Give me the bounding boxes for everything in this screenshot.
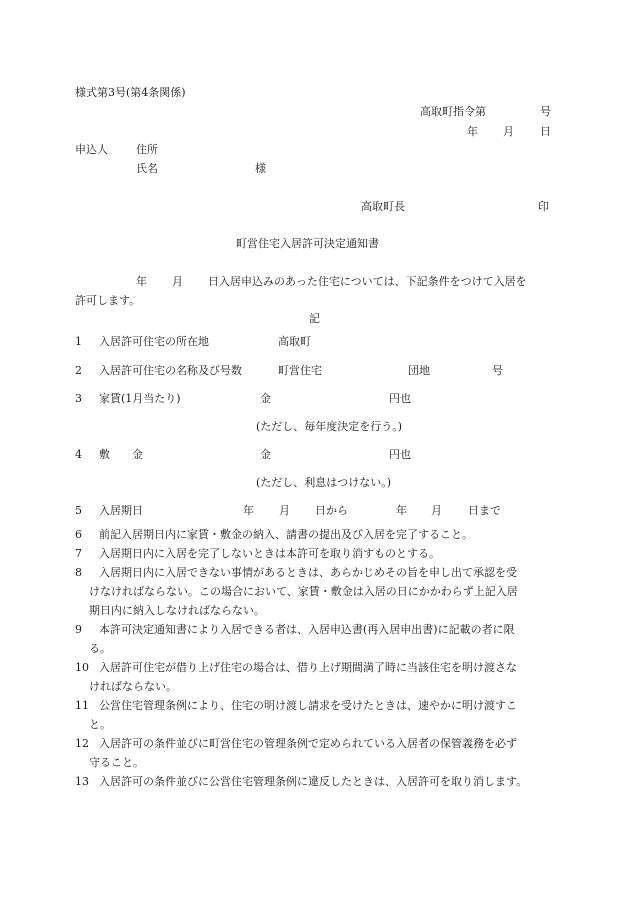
item-3-number: 3 — [75, 392, 82, 405]
name-label: 氏名 — [136, 162, 158, 175]
item-4-kin: 金 — [260, 448, 271, 461]
item-1-value: 高取町 — [278, 335, 311, 348]
address-label: 住所 — [136, 143, 158, 156]
honorific: 様 — [255, 162, 266, 175]
item-5-month-from: 月 — [279, 504, 290, 517]
condition-10-line1: 入居許可住宅が借り上げ住宅の場合は、借り上げ期間満了時に当該住宅を明け渡さな — [99, 661, 517, 674]
item-4-number: 4 — [75, 448, 82, 461]
item-5-month-until: 月 — [431, 504, 442, 517]
condition-9-line1: 本許可決定通知書により入居できる者は、入居申込書(再入居申出書)に記載の者に限 — [99, 623, 515, 636]
date-day: 日 — [540, 125, 551, 138]
intro-month: 月 — [172, 275, 183, 288]
condition-11-line2: と。 — [89, 718, 111, 731]
condition-10-line2: ければならない。 — [89, 680, 177, 693]
condition-13-text: 入居許可の条件並びに公営住宅管理条例に違反したときは、入居許可を取り消します。 — [99, 775, 528, 788]
ki-marker: 記 — [309, 312, 320, 325]
condition-11-line1: 公営住宅管理条例により、住宅の明け渡し請求を受けたときは、速やかに明け渡すこ — [99, 699, 517, 712]
condition-13-number: 13 — [75, 775, 89, 788]
item-5-until: 日まで — [468, 504, 501, 517]
item-4-label: 敷 金 — [99, 448, 143, 461]
item-5-number: 5 — [75, 504, 82, 517]
item-4-note: (ただし、利息はつけない。) — [256, 476, 392, 489]
condition-8-number: 8 — [75, 566, 82, 579]
issuer-title: 高取町長 — [361, 200, 405, 213]
item-2-danchi: 団地 — [408, 364, 430, 377]
condition-8-line1: 入居期日内に入居できない事情があるときは、あらかじめその旨を申し出て承認を受 — [99, 566, 517, 579]
intro-year: 年 — [136, 275, 147, 288]
condition-10-number: 10 — [75, 661, 89, 674]
item-2-go: 号 — [492, 364, 503, 377]
item-4-yen: 円也 — [389, 448, 411, 461]
item-5-from: 日から — [315, 504, 348, 517]
date-month: 月 — [503, 125, 514, 138]
directive-number-label: 高取町指令第 — [420, 105, 486, 118]
document-title: 町営住宅入居許可決定通知書 — [236, 237, 379, 250]
condition-12-line2: 守ること。 — [89, 756, 144, 769]
condition-7-number: 7 — [75, 547, 82, 560]
item-3-label: 家賃(1月当たり) — [99, 392, 181, 405]
seal-mark: 印 — [538, 200, 549, 213]
condition-7-text: 入居期日内に入居を完了しないときは本許可を取り消すものとする。 — [99, 547, 440, 560]
date-year: 年 — [467, 125, 478, 138]
form-number: 様式第3号(第4条関係) — [75, 86, 186, 99]
condition-12-number: 12 — [75, 737, 89, 750]
intro-text-line2: 許可します。 — [75, 294, 141, 307]
condition-8-line3: 期日内に納入しなければならない。 — [89, 604, 265, 617]
condition-6-text: 前記入居期日内に家賃・敷金の納入、請書の提出及び入居を完了すること。 — [99, 528, 473, 541]
item-5-year-until: 年 — [396, 504, 407, 517]
item-2-label: 入居許可住宅の名称及び号数 — [99, 364, 242, 377]
condition-9-number: 9 — [75, 623, 82, 636]
item-3-yen: 円也 — [389, 392, 411, 405]
item-5-year-from: 年 — [243, 504, 254, 517]
intro-text-line1: 日入居申込みのあった住宅については、下記条件をつけて入居を — [208, 275, 527, 288]
condition-9-line2: る。 — [89, 642, 111, 655]
condition-11-number: 11 — [75, 699, 89, 712]
applicant-label: 申込人 — [75, 143, 108, 156]
item-1-number: 1 — [75, 335, 82, 348]
condition-12-line1: 入居許可の条件並びに町営住宅の管理条例で定められている入居者の保管義務を必ず — [99, 737, 517, 750]
condition-8-line2: けなければならない。この場合において、家賃・敷金は入居の日にかかわらず上記入居 — [89, 585, 518, 598]
item-2-number: 2 — [75, 364, 82, 377]
item-2-value: 町営住宅 — [278, 364, 322, 377]
item-3-note: (ただし、毎年度決定を行う。) — [256, 420, 403, 433]
item-3-kin: 金 — [260, 392, 271, 405]
condition-6-number: 6 — [75, 528, 82, 541]
item-5-label: 入居期日 — [99, 504, 143, 517]
directive-number-suffix: 号 — [540, 105, 551, 118]
item-1-label: 入居許可住宅の所在地 — [99, 335, 209, 348]
